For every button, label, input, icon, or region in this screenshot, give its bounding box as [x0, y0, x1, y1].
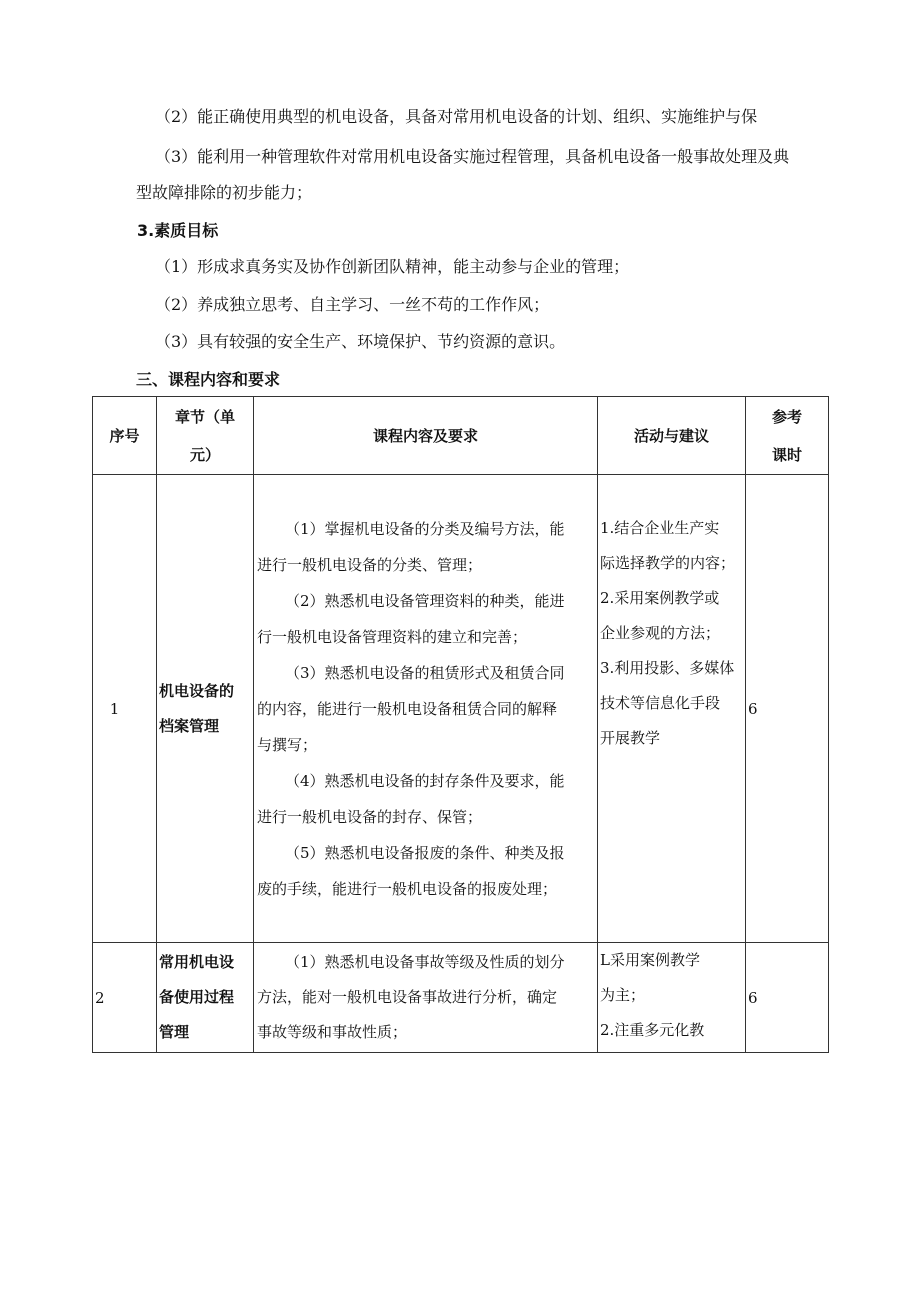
row-unit: 机电设备的 档案管理	[157, 475, 254, 943]
table-header-row	[93, 397, 829, 475]
row-activity: 1.结合企业生产实 际选择教学的内容； 2.采用案例教学或 企业参观的方法； 3.利用投影、多媒体 技术等信息化手段 开展教学	[598, 475, 746, 943]
row-content: （1）熟悉机电设备事故等级及性质的划分 方法，能对一般机电设备事故进行分析，确定 事故等级和事故性质；	[254, 943, 598, 1053]
row-content: （1）掌握机电设备的分类及编号方法，能 进行一般机电设备的分类、管理； （2）熟悉机电设备管理资料的种类，能进 行一般机电设备管理资料的建立和完善； （3）熟悉机电设备的租赁形式及租赁合同 的内容，能进行一般机电设备租赁合同的解释 与撰写； （4）熟悉机电设备的封存条件及要求，能 进行一般机电设备的封存、保管； （5）熟悉机电设备报废的条件、种类及报 废的手续，能进行一般机电设备的报废处理；	[254, 475, 598, 943]
paragraph-skill-3-continued: 型故障排除的初步能力；	[136, 183, 313, 202]
row-hours: 6	[746, 475, 829, 943]
table-row	[93, 475, 829, 943]
paragraph-skill-2: （2）能正确使用典型的机电设备，具备对常用机电设备的计划、组织、实施维护与保	[155, 107, 758, 126]
header-content: 课程内容及要求	[254, 397, 598, 475]
table-row	[93, 943, 829, 1053]
quality-goal-item: （2）养成独立思考、自主学习、一丝不苟的工作作风；	[155, 295, 550, 314]
quality-goal-item: （3）具有较强的安全生产、环境保护、节约资源的意识。	[155, 332, 566, 351]
row-hours: 6	[746, 943, 829, 1053]
section-heading-quality-goals: 3.素质目标	[137, 221, 219, 240]
row-seq: 2	[93, 943, 157, 1053]
row-activity: L采用案例教学 为主； 2.注重多元化教	[598, 943, 746, 1053]
header-unit: 章节（单 元）	[157, 397, 254, 475]
course-content-table	[92, 396, 829, 1053]
row-unit: 常用机电设 备使用过程 管理	[157, 943, 254, 1053]
paragraph-skill-3: （3）能利用一种管理软件对常用机电设备实施过程管理，具备机电设备一般事故处理及典	[155, 147, 790, 166]
row-seq: 1	[93, 475, 157, 943]
header-activity: 活动与建议	[598, 397, 746, 475]
quality-goal-item: （1）形成求真务实及协作创新团队精神，能主动参与企业的管理；	[155, 257, 630, 276]
chapter-heading: 三、课程内容和要求	[136, 370, 281, 389]
header-seq: 序号	[93, 397, 157, 475]
header-hours: 参考 课时	[746, 397, 829, 475]
